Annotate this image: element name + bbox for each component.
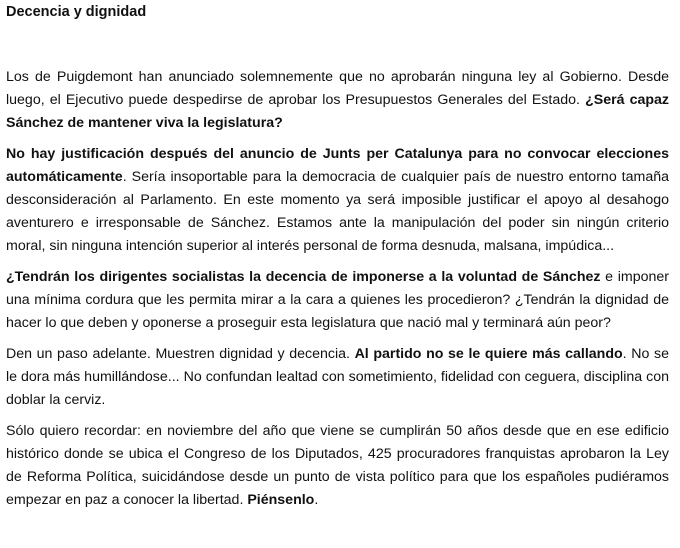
paragraph-text: . Sería insoportable para la democracia de cualquier país de nuestro entorno tamaña desconsideración al Parlamento. En este momento ya será imposible justificar el apoyo al desahogo aventurero e irresponsable de Sánchez. Estamos ante la manipulación del poder sin ningún criterio moral, sin ninguna intención superior al interés personal de forma desnuda, malsana, impúdica... bbox=[6, 169, 669, 254]
paragraph-text: e imponer una mínima cordura que les permita mirar a la cara a quienes les procedieron? ¿Tendrán la dignidad de hacer lo que deben y oponerse a proseguir esta legislatura que nació mal y terminará aún peor? bbox=[6, 269, 670, 331]
paragraph-text: Den un paso adelante. Muestren dignidad y decencia. bbox=[6, 346, 355, 362]
paragraph-1 bbox=[6, 66, 669, 135]
paragraph-4 bbox=[6, 343, 669, 412]
paragraph-text: . No se le dora más humillándose... No confundan lealtad con sometimiento, fidelidad con ceguera, disciplina con doblar la cerviz. bbox=[6, 346, 669, 408]
paragraph-3 bbox=[6, 266, 669, 335]
paragraph-bold-text: ¿Tendrán los dirigentes socialistas la decencia de imponerse a la voluntad de Sánchez bbox=[6, 269, 601, 285]
paragraph-bold-text: No hay justificación después del anuncio de Junts per Catalunya para no convocar elecciones automáticamente bbox=[6, 146, 669, 185]
document-title: Decencia y dignidad bbox=[6, 4, 147, 20]
paragraph-bold-text: Al partido no se le quiere más callando bbox=[354, 346, 623, 362]
paragraph-text: . bbox=[314, 492, 319, 508]
paragraph-5 bbox=[6, 420, 669, 512]
document-body bbox=[6, 0, 669, 520]
paragraph-text: Sólo quiero recordar: en noviembre del año que viene se cumplirán 50 años desde que en ese edificio histórico donde se ubica el Congreso de los Diputados, 425 procuradores franquistas aprobaron la Ley de Reforma Política, suicidándose desde un punto de vista político para que los españoles pudiéramos empezar en paz a conocer la libertad. bbox=[6, 423, 669, 508]
paragraph-bold-text: Piénsenlo bbox=[247, 492, 315, 508]
paragraph-2 bbox=[6, 143, 669, 258]
paragraph-text: Los de Puigdemont han anunciado solemnemente que no aprobarán ninguna ley al Gobierno. Desde luego, el Ejecutivo puede despedirse de aprobar los Presupuestos Generales del Estado. bbox=[6, 69, 669, 108]
paragraph-bold-text: ¿Será capaz Sánchez de mantener viva la legislatura? bbox=[6, 92, 669, 131]
